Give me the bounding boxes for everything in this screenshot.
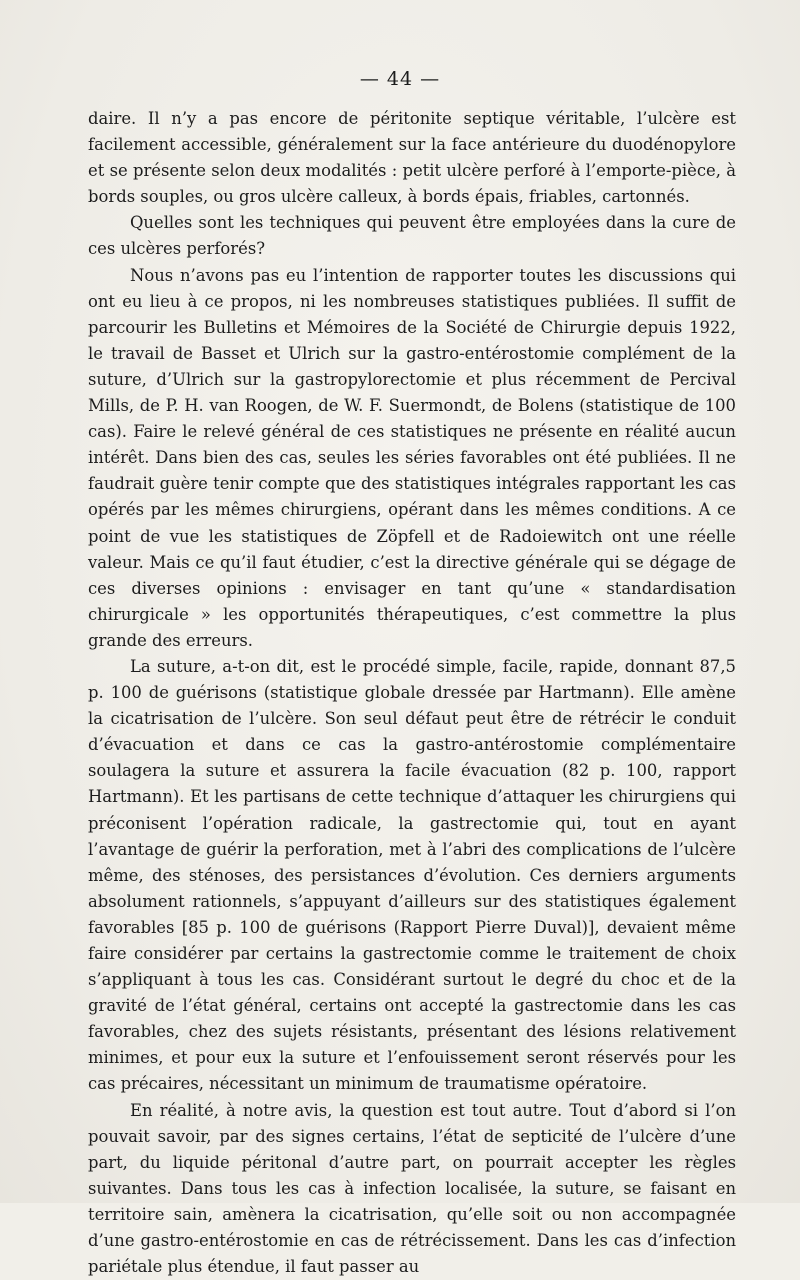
paragraph-continuation: daire. Il n’y a pas encore de péritonite septique véritable, l’ulcère est facilement accessible, généralement sur la face antérieure du duodénopylore et se présente selon deux modalités : petit ulcère perforé à l’emporte-pièce, à bords souples, ou gros ulcère calleux, à bords épais, friables, cartonnés.	[88, 109, 736, 207]
page-number: — 44 —	[359, 68, 441, 90]
paragraph-question: Quelles sont les techniques qui peuvent être employées dans la cure de ces ulcères perforés?	[88, 213, 736, 259]
paragraph-reality: En réalité, à notre avis, la question est tout autre. Tout d’abord si l’on pouvait savoir, par des signes certains, l’état de septicité de l’ulcère d’une part, du liquide péritonal d’autre part, on pourrait accepter les règles suivantes. Dans tous les cas à infection localisée, la suture, se faisant en territoire sain, amènera la cicatrisation, qu’elle soit ou non accompagnée d’une gastro-entérostomie en cas de rétrécissement. Dans les cas d’infection pariétale plus étendue, il faut passer au	[88, 1100, 736, 1277]
paragraph-suture: La suture, a-t-on dit, est le procédé simple, facile, rapide, donnant 87,5 p. 100 de guérisons (statistique globale dressée par Hartmann). Elle amène la cicatrisation de l’ulcère. Son seul défaut peut être de rétrécir le conduit d’évacuation et dans ce cas la gastro-antérostomie complémentaire soulagera la suture et assurera la facile évacuation (82 p. 100, rapport Hartmann). Et les partisans de cette technique d’attaquer les chirurgiens qui préconisent l’opération radicale, la gastrectomie qui, tout en ayant l’avantage de guérir la perforation, met à l’abri des complications de l’ulcère même, des sténoses, des persistances d’évolution. Ces derniers arguments absolument rationnels, s’appuyant d’ailleurs sur des statistiques également favorables [85 p. 100 de guérisons (Rapport Pierre Duval)], devaient même faire considérer par certains la gastrectomie comme le traitement de choix s’appliquant à tous les cas. Considérant surtout le degré du choc et de la gravité de l’état général, certains ont accepté la gastrectomie dans les cas favorables, chez des sujets résistants, présentant des lésions relativement minimes, et pour eux la suture et l’enfouissement seront réservés pour les cas précaires, nécessitant un minimum de traumatisme opératoire.	[88, 656, 736, 1094]
body-text	[88, 106, 736, 1280]
paragraph-statistics: Nous n’avons pas eu l’intention de rapporter toutes les discussions qui ont eu lieu à ce propos, ni les nombreuses statistiques publiées. Il suffit de parcourir les Bulletins et Mémoires de la Société de Chirurgie depuis 1922, le travail de Basset et Ulrich sur la gastro-entérostomie complément de la suture, d’Ulrich sur la gastropylorectomie et plus récemment de Percival Mills, de P. H. van Roogen, de W. F. Suermondt, de Bolens (statistique de 100 cas). Faire le relevé général de ces statistiques ne présente en réalité aucun intérêt. Dans bien des cas, seules les séries favorables ont été publiées. Il ne faudrait guère tenir compte que des statistiques intégrales rapportant les cas opérés par les mêmes chirurgiens, opérant dans les mêmes conditions. A ce point de vue les statistiques de Zöpfell et de Radoiewitch ont une réelle valeur. Mais ce qu’il faut étudier, c’est la directive générale qui se dégage de ces diverses opinions : envisager en tant qu’une « standardisation chirurgicale » les opportunités thérapeutiques, c’est commettre la plus grande des erreurs.	[88, 265, 736, 650]
